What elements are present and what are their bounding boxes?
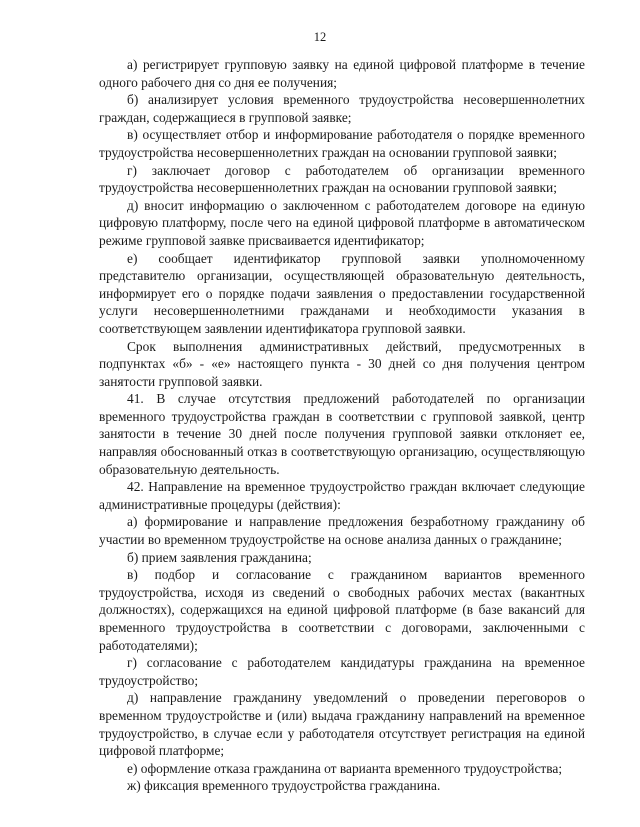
paragraph-42-zh: ж) фиксация временного трудоустройства гражданина. <box>127 778 441 794</box>
paragraph-41: 41. В случае отсутствия предложений работодателей по организации временного трудоустройства граждан в соответствии с групповой заявкой, центр занятости в течение 30 дней после получения групповой заявки отклоняет ее, направляя обоснованный отказ в соответствующую организацию, осуществляющую образовательную деятельность. <box>99 391 585 477</box>
paragraph-42: 42. Направление на временное трудоустройство граждан включает следующие административные процедуры (действия): <box>99 479 585 512</box>
paragraph-42-b: б) прием заявления гражданина; <box>127 549 312 565</box>
paragraph-40-g: г) заключает договор с работодателем об организации временного трудоустройства несовершеннолетних граждан на основании групповой заявки; <box>99 162 585 196</box>
paragraph-42-d: д) направление гражданину уведомлений о проведении переговоров о временном трудоустройстве и (или) выдача гражданину направлений на временное трудоустройство, в случае если у работодателя отсутствует регистрация на единой цифровой платформе; <box>99 690 585 759</box>
paragraph-42-a: а) формирование и направление предложения безработному гражданину об участии во временном трудоустройстве на основе анализа данных о гражданине; <box>99 514 585 548</box>
paragraph-40-b: б) анализирует условия временного трудоустройства несовершеннолетних граждан, содержащиеся в групповой заявке; <box>99 92 585 125</box>
paragraph-40-v: в) осуществляет отбор и информирование работодателя о порядке временного трудоустройства несовершеннолетних граждан на основании групповой заявки; <box>99 127 585 160</box>
paragraph-deadline: Срок выполнения административных действий, предусмотренных в подпунктах «б» - «е» настоящего пункта - 30 дней со дня получения центром занятости групповой заявки. <box>99 338 585 389</box>
paragraph-40-a: а) регистрирует групповую заявку на единой цифровой платформе в течение одного рабочего дня со дня ее получения; <box>99 57 585 90</box>
document-body <box>99 56 585 795</box>
paragraph-40-d: д) вносит информацию о заключенном с работодателем договоре на единую цифровую платформу, после чего на единой цифровой платформе в автоматическом режиме групповой заявке присваивается идентификатор; <box>99 197 585 248</box>
paragraph-42-e: е) оформление отказа гражданина от варианта временного трудоустройства; <box>127 760 563 776</box>
page-number: 12 <box>313 30 327 44</box>
paragraph-40-e: е) сообщает идентификатор групповой заявки уполномоченному представителю организации, осуществляющей образовательную деятельность, информирует его о порядке подачи заявления о предоставлении государственной услуги несовершеннолетними гражданами и необходимости указания в соответствующем заявлении идентификатора групповой заявки. <box>99 250 585 336</box>
paragraph-42-v: в) подбор и согласование с гражданином вариантов временного трудоустройства, исходя из сведений о свободных рабочих местах (вакантных должностях), содержащихся на единой цифровой платформе (в базе вакансий для временного трудоустройства в соответствии с договорами, заключенными с работодателями); <box>99 567 585 653</box>
paragraph-42-g: г) согласование с работодателем кандидатуры гражданина на временное трудоустройство; <box>99 655 585 688</box>
